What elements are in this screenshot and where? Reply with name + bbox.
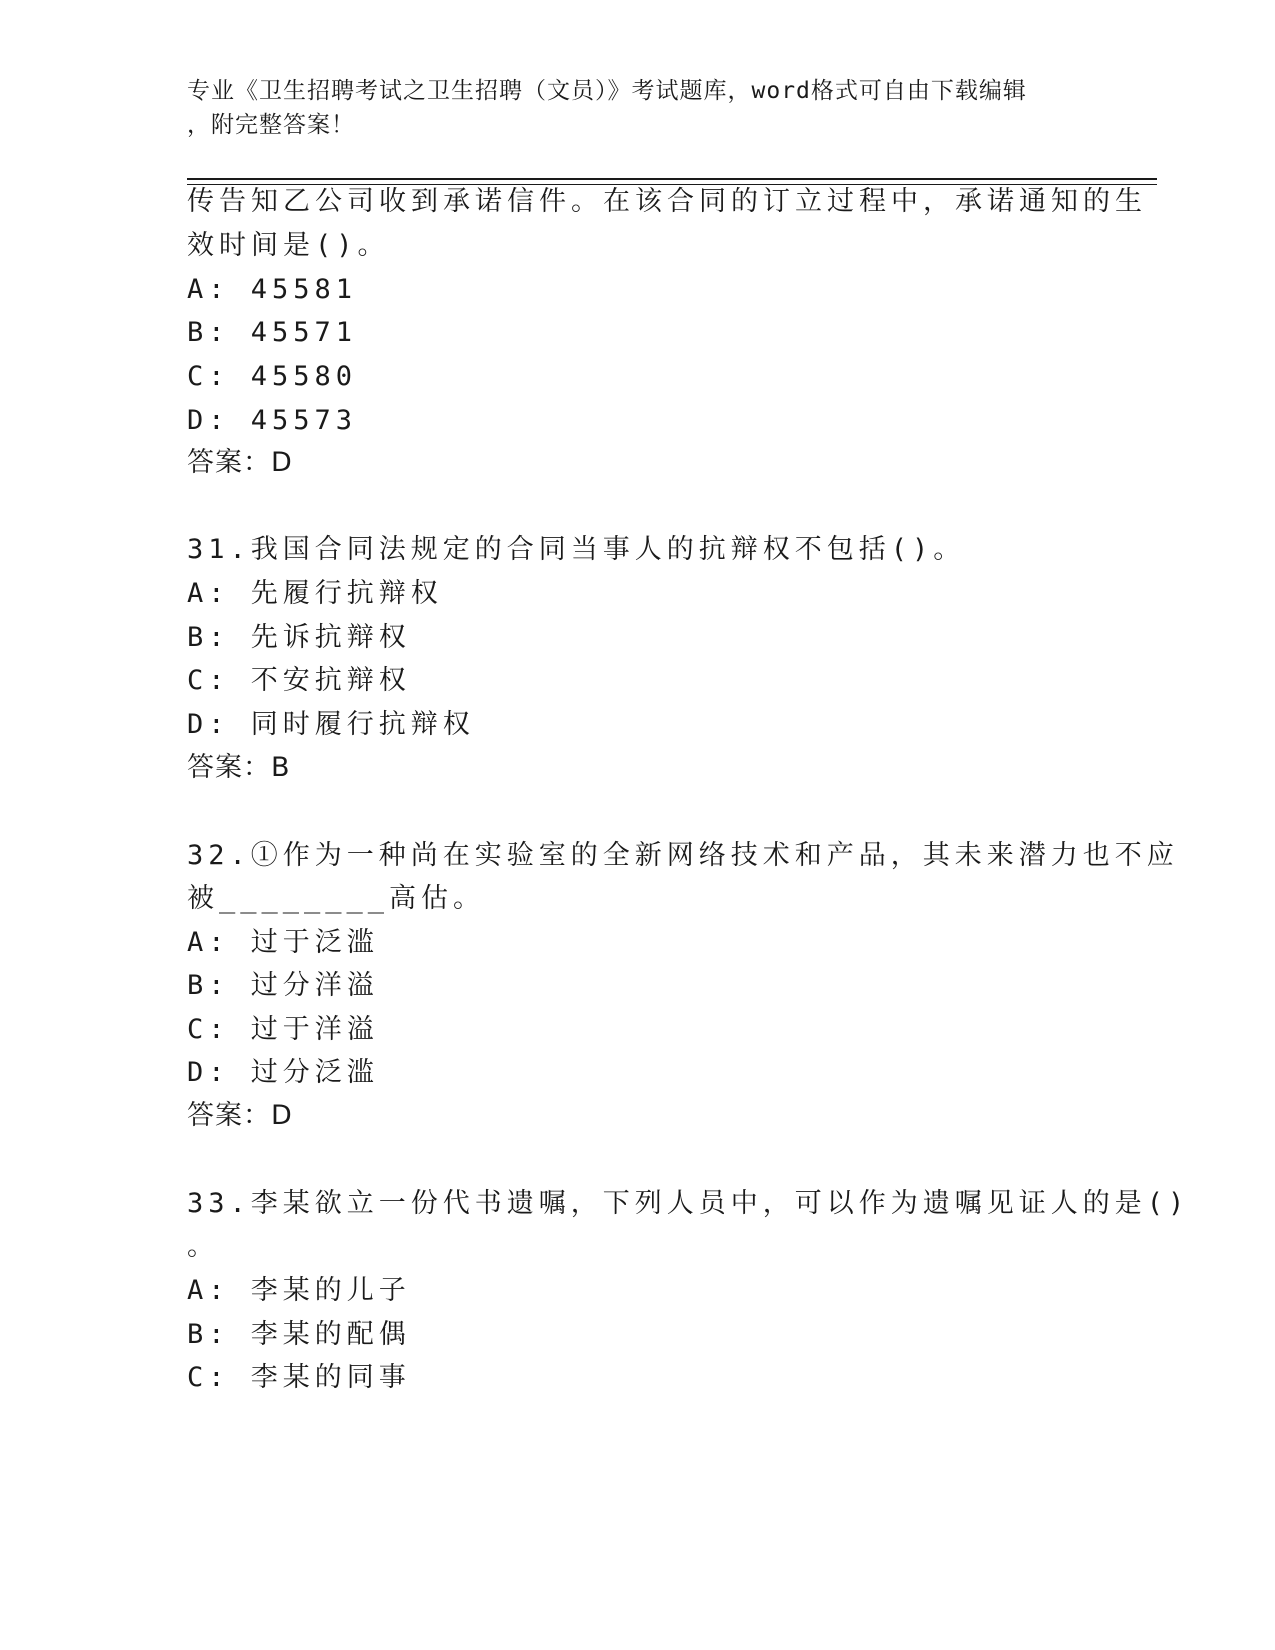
q31-answer: 答案：B bbox=[187, 752, 291, 783]
q30-option-c: C: 45580 bbox=[187, 361, 358, 392]
q32-answer: 答案：D bbox=[187, 1100, 293, 1131]
q33-option-c: C: 李某的同事 bbox=[187, 1362, 411, 1393]
header-line-2: ，附完整答案！ bbox=[187, 112, 355, 138]
q30-stem-line-1: 传告知乙公司收到承诺信件。在该合同的订立过程中，承诺通知的生 bbox=[187, 186, 1147, 217]
q30-answer: 答案：D bbox=[187, 447, 293, 478]
q32-option-a: A: 过于泛滥 bbox=[187, 927, 379, 958]
q30-option-a: A: 45581 bbox=[187, 274, 358, 305]
q32-option-d: D: 过分泛滥 bbox=[187, 1057, 379, 1088]
q30-stem-line-2: 效时间是()。 bbox=[187, 230, 390, 261]
q31-option-b: B: 先诉抗辩权 bbox=[187, 622, 411, 653]
q33-stem-line-1: 33.李某欲立一份代书遗嘱，下列人员中，可以作为遗嘱见证人的是() bbox=[187, 1188, 1190, 1219]
header-line-1: 专业《卫生招聘考试之卫生招聘（文员）》考试题库，word格式可自由下载编辑 bbox=[187, 78, 1027, 104]
q32-option-b: B: 过分洋溢 bbox=[187, 970, 379, 1001]
q31-stem-line-1: 31.我国合同法规定的合同当事人的抗辩权不包括()。 bbox=[187, 534, 966, 565]
page-header bbox=[187, 74, 1067, 142]
q31-option-a: A: 先履行抗辩权 bbox=[187, 578, 443, 609]
document-page bbox=[187, 0, 1190, 1650]
q30-option-d: D: 45573 bbox=[187, 405, 358, 436]
q32-option-c: C: 过于洋溢 bbox=[187, 1014, 379, 1045]
q33-option-a: A: 李某的儿子 bbox=[187, 1275, 411, 1306]
q32-stem-line-2: 被________高估。 bbox=[187, 883, 486, 914]
q31-option-d: D: 同时履行抗辩权 bbox=[187, 709, 475, 740]
q33-stem-line-2: 。 bbox=[187, 1231, 219, 1262]
q32-stem-line-1: 32.①作为一种尚在实验室的全新网络技术和产品，其未来潜力也不应 bbox=[187, 840, 1179, 871]
q30-option-b: B: 45571 bbox=[187, 317, 358, 348]
q33-option-b: B: 李某的配偶 bbox=[187, 1319, 411, 1350]
q31-option-c: C: 不安抗辩权 bbox=[187, 665, 411, 696]
